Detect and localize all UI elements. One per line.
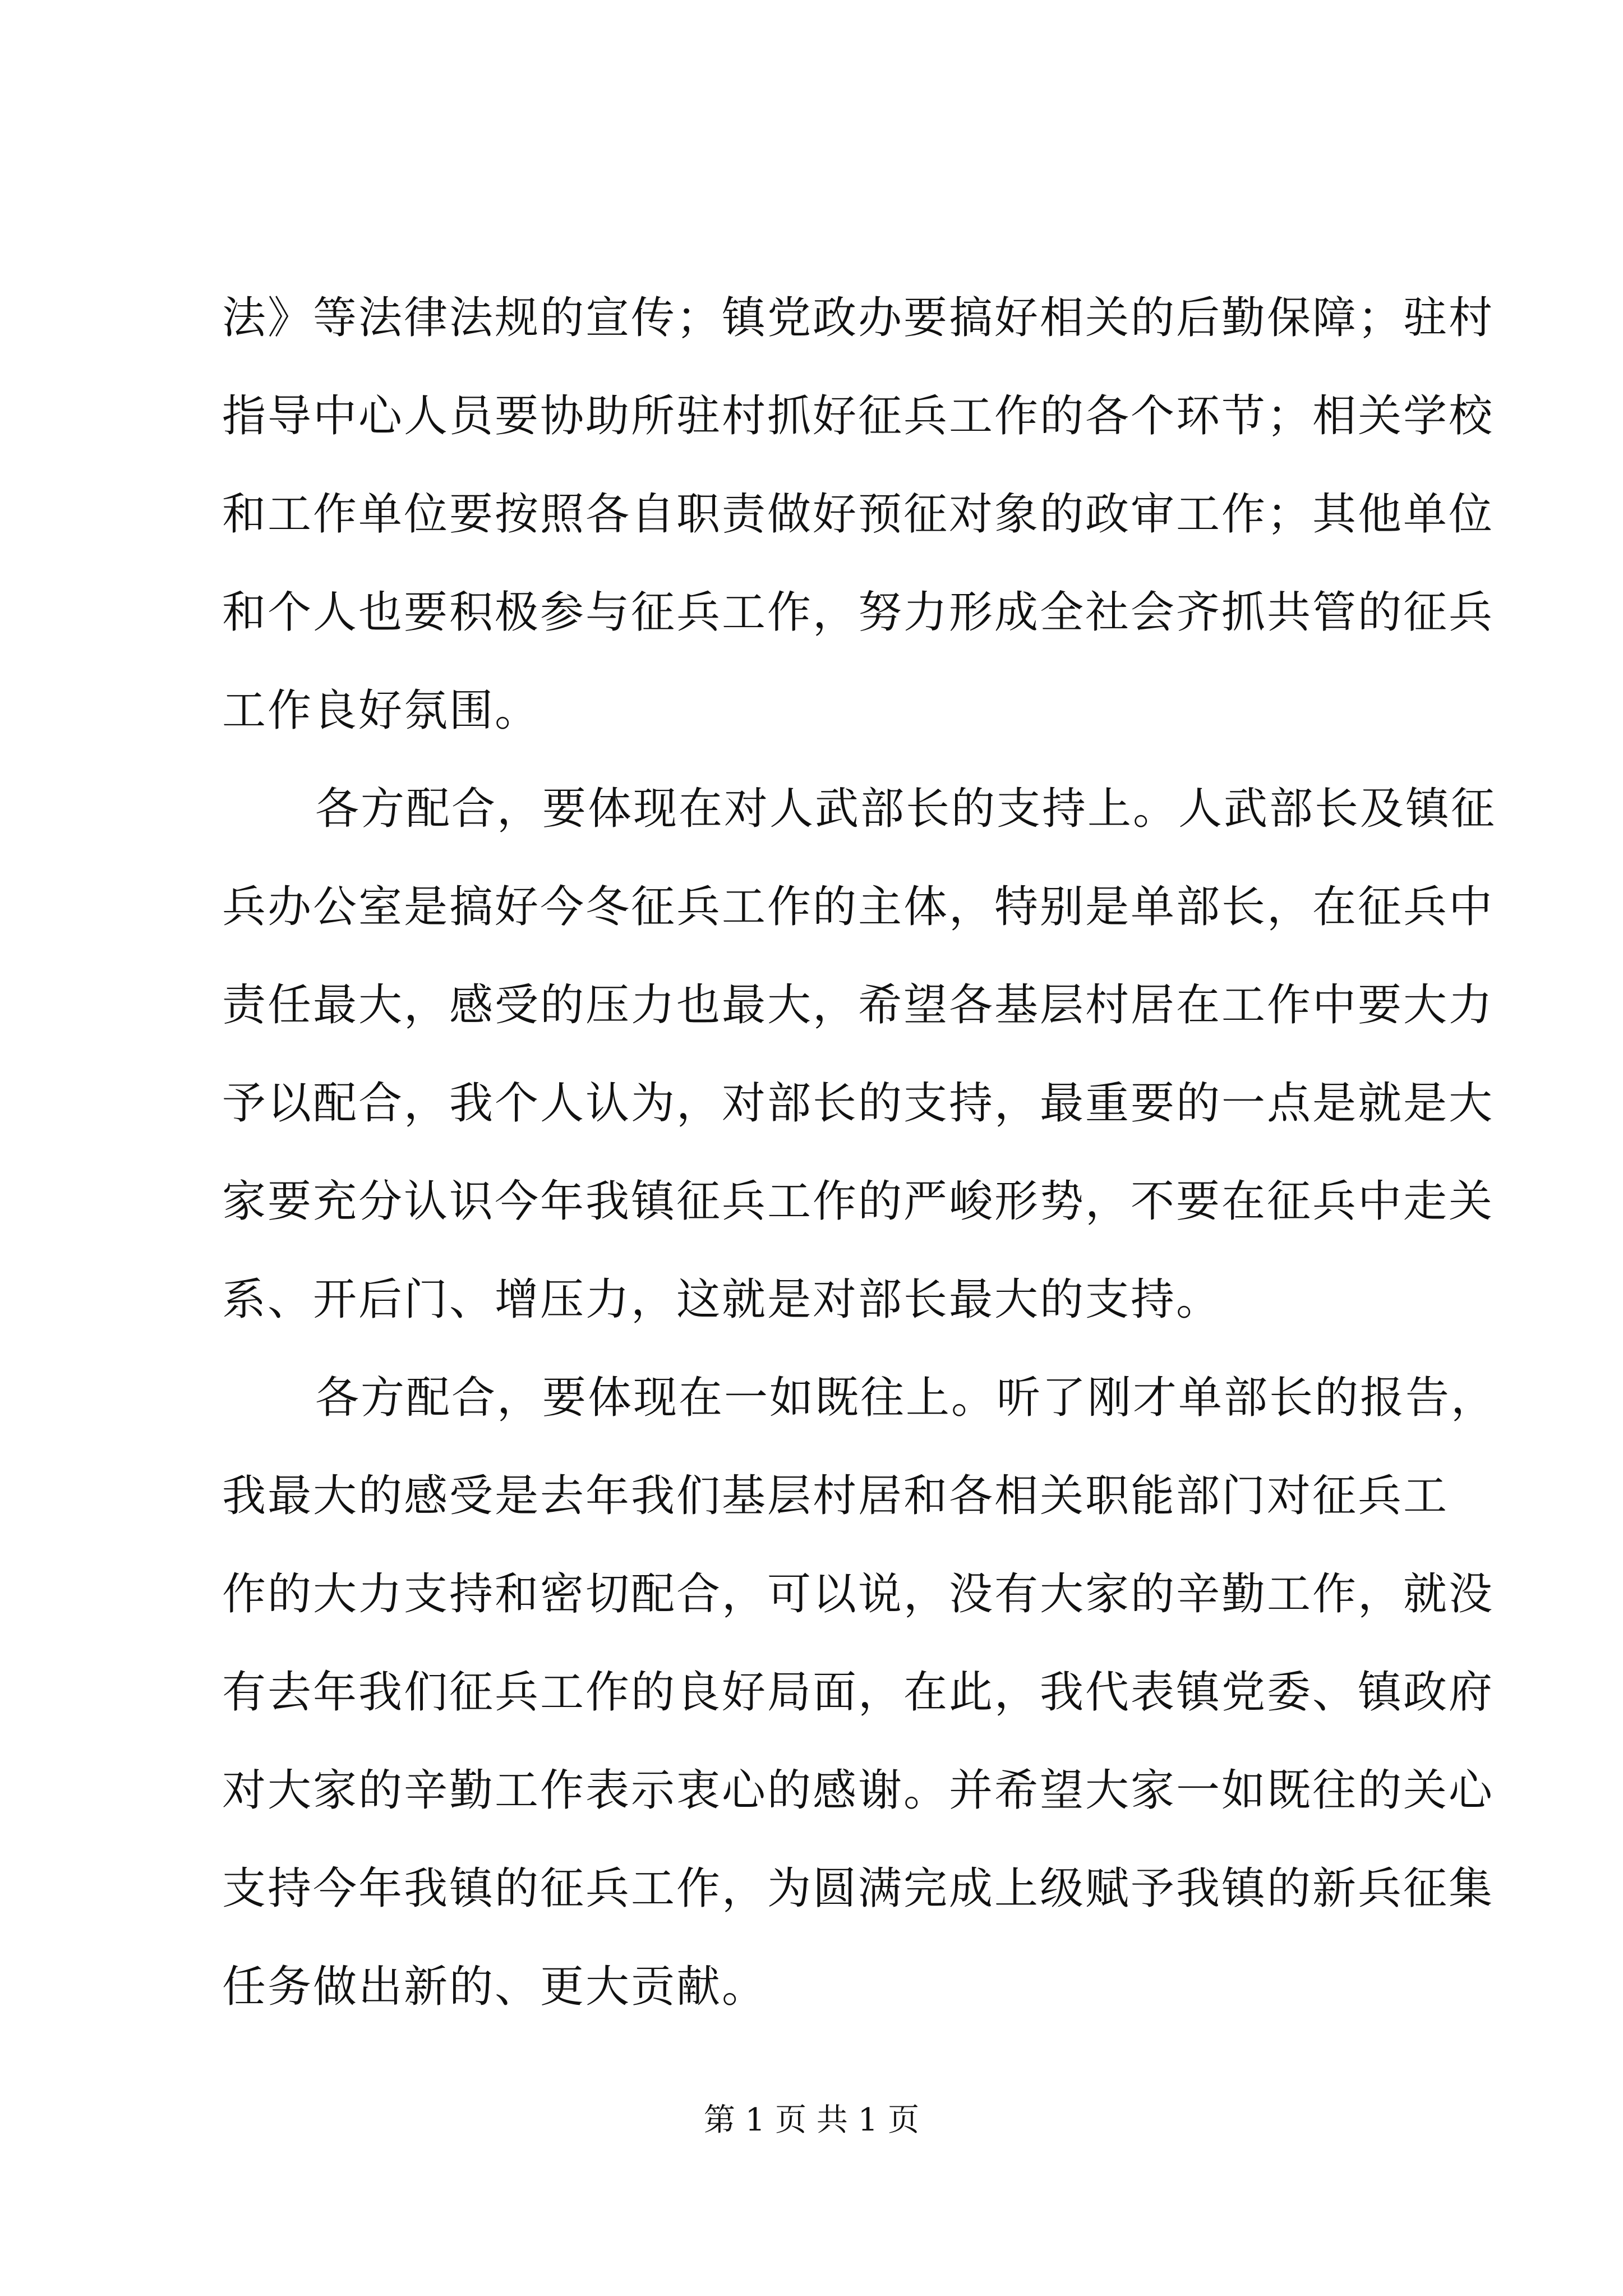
paragraph-1-line-2: 指导中心人员要协助所驻村抓好征兵工作的各个环节；相关学校 (222, 391, 1495, 441)
paragraph-1-line-4: 和个人也要积极参与征兵工作，努力形成全社会齐抓共管的征兵 (222, 587, 1495, 638)
paragraph-2-line-4: 予以配合，我个人认为，对部长的支持，最重要的一点是就是大 (222, 1078, 1495, 1129)
paragraph-3-line-6: 支持今年我镇的征兵工作，为圆满完成上级赋予我镇的新兵征集 (222, 1864, 1495, 1914)
paragraph-2-line-6: 系、开后门、增压力，这就是对部长最大的支持。 (222, 1274, 1222, 1325)
document-body (222, 269, 1497, 2036)
paragraph-2-line-1: 各方配合，要体现在对人武部长的支持上。人武部长及镇征 (315, 784, 1497, 834)
page-number-footer: 第 1 页 共 1 页 (703, 2102, 920, 2138)
paragraph-3-line-2: 我最大的感受是去年我们基层村居和各相关职能部门对征兵工 (222, 1471, 1449, 1521)
paragraph-3-line-3: 作的大力支持和密切配合，可以说，没有大家的辛勤工作，就没 (222, 1569, 1495, 1619)
paragraph-1-line-3: 和工作单位要按照各自职责做好预征对象的政审工作；其他单位 (222, 489, 1495, 540)
paragraph-3-line-7: 任务做出新的、更大贡献。 (222, 1962, 768, 2012)
paragraph-2-line-5: 家要充分认识今年我镇征兵工作的严峻形势，不要在征兵中走关 (222, 1176, 1495, 1227)
paragraph-3-line-5: 对大家的辛勤工作表示衷心的感谢。并希望大家一如既往的关心 (222, 1765, 1495, 1816)
paragraph-2-line-2: 兵办公室是搞好今冬征兵工作的主体，特别是单部长，在征兵中 (222, 882, 1495, 932)
paragraph-2-line-3: 责任最大，感受的压力也最大，希望各基层村居在工作中要大力 (222, 980, 1495, 1030)
paragraph-1-line-1: 法》等法律法规的宣传；镇党政办要搞好相关的后勤保障；驻村 (222, 293, 1495, 343)
paragraph-3-line-1: 各方配合，要体现在一如既往上。听了刚才单部长的报告， (315, 1373, 1497, 1423)
paragraph-3-line-4: 有去年我们征兵工作的良好局面，在此，我代表镇党委、镇政府 (222, 1667, 1495, 1718)
paragraph-1-line-5: 工作良好氛围。 (222, 685, 541, 736)
